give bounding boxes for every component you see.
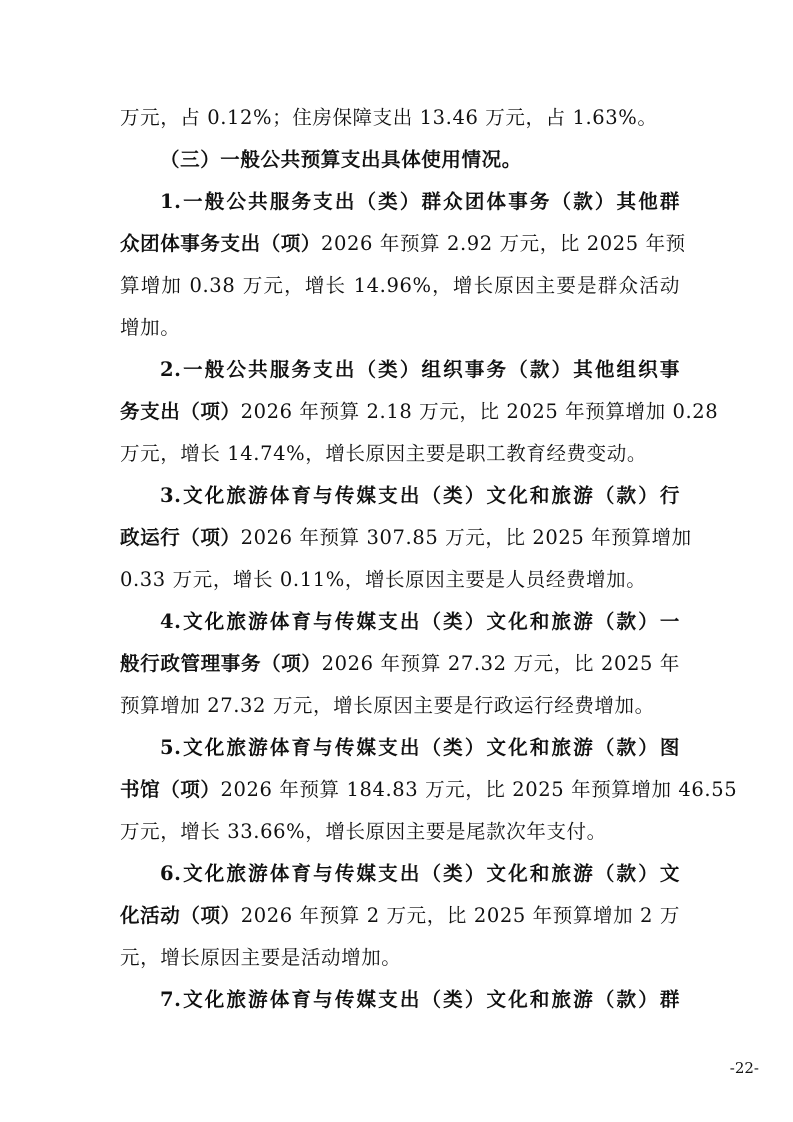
item-6-heading-line: 6.文化旅游体育与传媒支出（类）文化和旅游（款）文 xyxy=(160,862,680,885)
item-4-line: 预算增加 27.32 万元，增长原因主要是行政运行经费增加。 xyxy=(120,694,655,717)
item-3-heading-line: 3.文化旅游体育与传媒支出（类）文化和旅游（款）行 xyxy=(160,484,680,507)
item-5-heading-line: 5.文化旅游体育与传媒支出（类）文化和旅游（款）图 xyxy=(160,736,680,759)
item-1-line: 众团体事务支出（项）2026 年预算 2.92 万元，比 2025 年预 xyxy=(120,232,686,255)
item-2-line: 万元，增长 14.74%，增长原因主要是职工教育经费变动。 xyxy=(120,442,647,465)
section-heading: （三）一般公共预算支出具体使用情况。 xyxy=(160,148,522,171)
item-2-line: 务支出（项）2026 年预算 2.18 万元，比 2025 年预算增加 0.28 xyxy=(120,400,719,423)
item-1-heading-line: 1.一般公共服务支出（类）群众团体事务（款）其他群 xyxy=(160,190,680,213)
item-5-line: 书馆（项）2026 年预算 184.83 万元，比 2025 年预算增加 46.55 xyxy=(120,778,738,801)
item-3-line: 0.33 万元，增长 0.11%，增长原因主要是人员经费增加。 xyxy=(120,568,647,591)
item-4-line: 般行政管理事务（项）2026 年预算 27.32 万元，比 2025 年 xyxy=(120,652,680,675)
item-2-heading-line: 2.一般公共服务支出（类）组织事务（款）其他组织事 xyxy=(160,358,680,381)
item-3-line: 政运行（项）2026 年预算 307.85 万元，比 2025 年预算增加 xyxy=(120,526,692,549)
item-6-line: 元，增长原因主要是活动增加。 xyxy=(120,946,402,969)
item-6-line: 化活动（项）2026 年预算 2 万元，比 2025 年预算增加 2 万 xyxy=(120,904,680,927)
page-number: -22- xyxy=(729,1059,759,1077)
paragraph-line: 万元，占 0.12%；住房保障支出 13.46 万元，占 1.63%。 xyxy=(120,106,658,129)
item-1-line: 增加。 xyxy=(120,316,181,339)
item-1-line: 算增加 0.38 万元，增长 14.96%，增长原因主要是群众活动 xyxy=(120,274,680,297)
item-7-heading-line: 7.文化旅游体育与传媒支出（类）文化和旅游（款）群 xyxy=(160,988,680,1011)
item-5-line: 万元，增长 33.66%，增长原因主要是尾款次年支付。 xyxy=(120,820,607,843)
item-4-heading-line: 4.文化旅游体育与传媒支出（类）文化和旅游（款）一 xyxy=(160,610,680,633)
